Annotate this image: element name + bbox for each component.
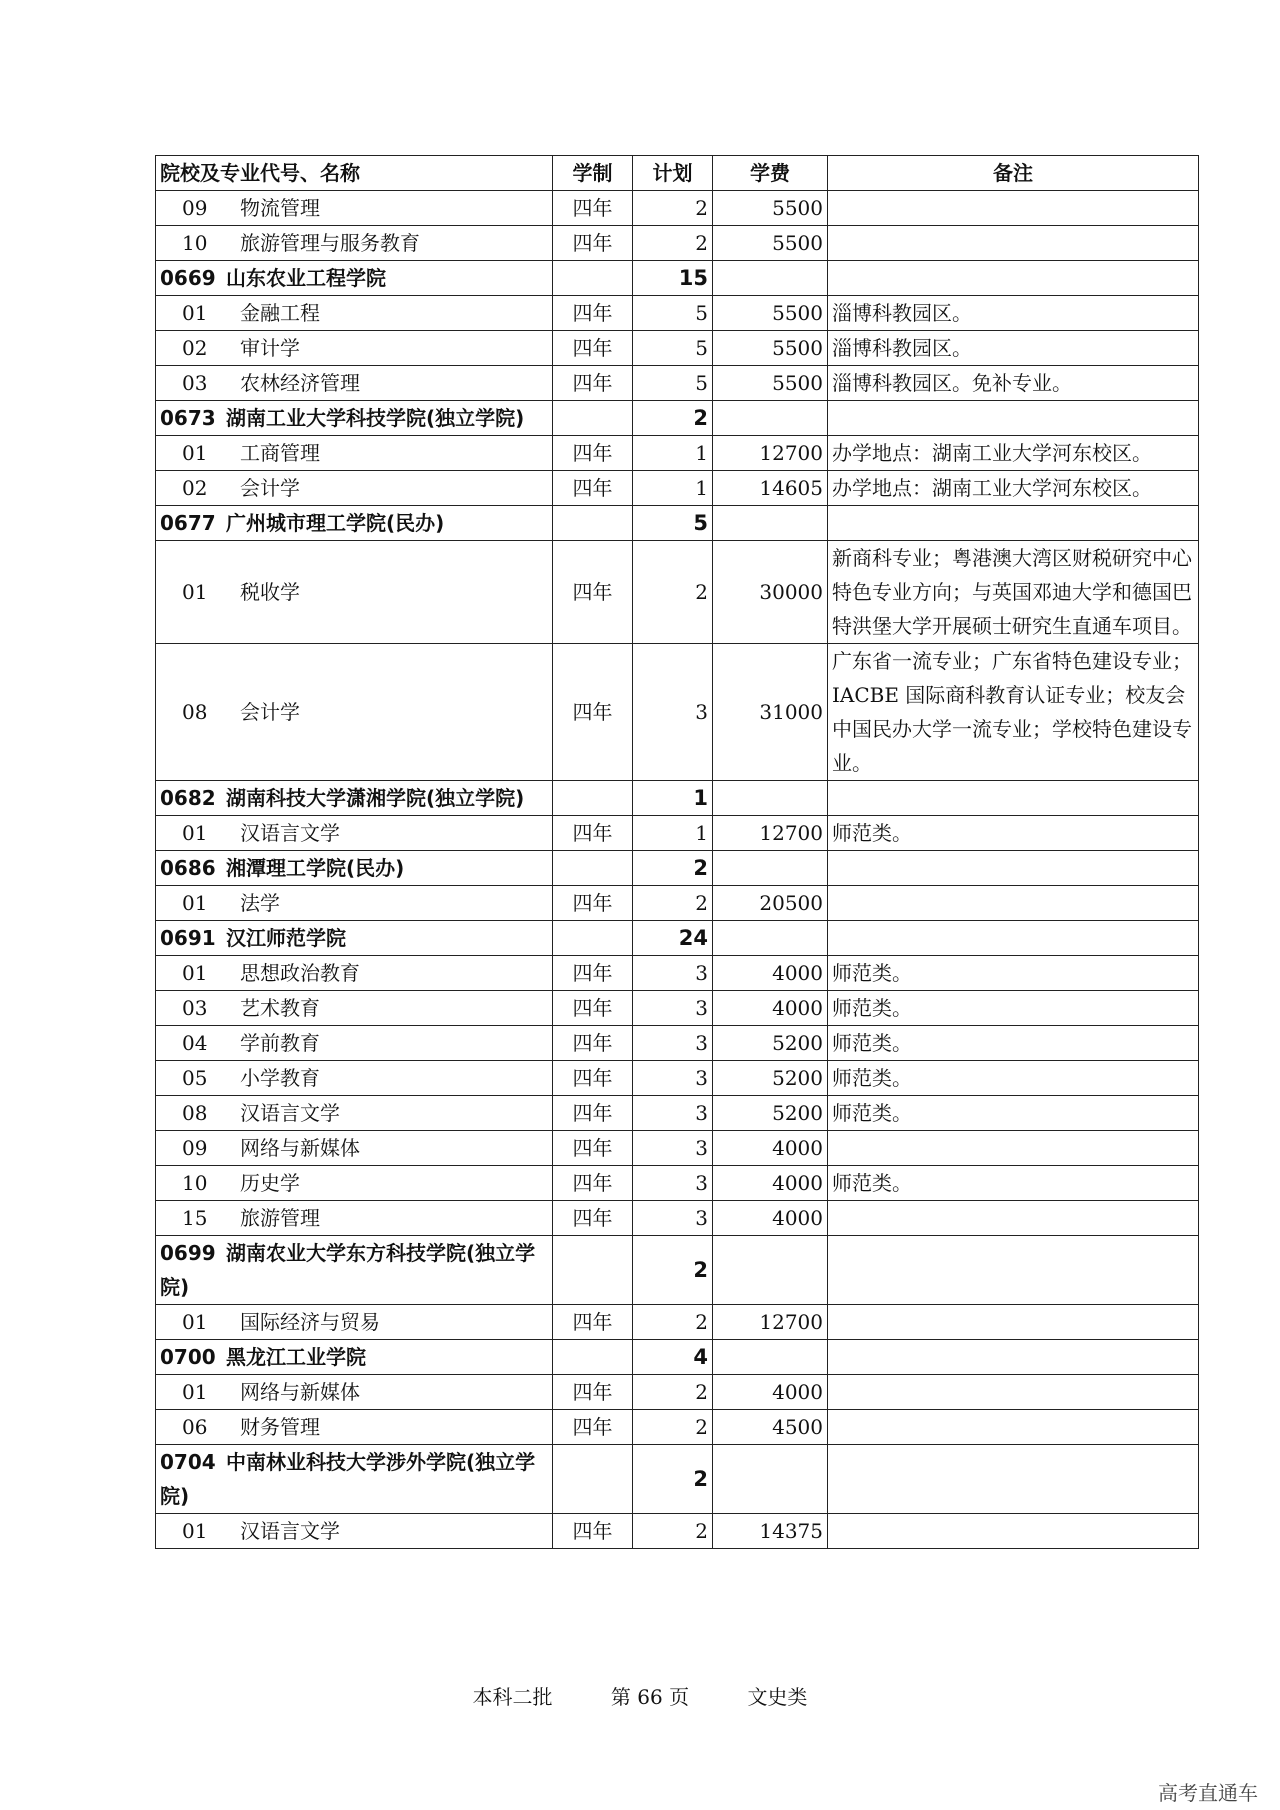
name-label: 国际经济与贸易 <box>240 1310 380 1334</box>
note-cell <box>828 1375 1199 1410</box>
institution-row <box>156 401 1199 436</box>
name-label: 汉语言文学 <box>240 821 340 845</box>
name-cell <box>156 921 553 956</box>
name-cell <box>156 191 553 226</box>
fee-cell: 4000 <box>713 1166 828 1201</box>
duration-cell <box>553 1340 633 1375</box>
name-cell <box>156 436 553 471</box>
note-cell <box>828 506 1199 541</box>
plan-cell: 5 <box>633 366 713 401</box>
name-cell <box>156 1026 553 1061</box>
name-label: 会计学 <box>240 700 300 724</box>
fee-cell: 5500 <box>713 226 828 261</box>
name-label: 会计学 <box>240 476 300 500</box>
duration-cell: 四年 <box>553 331 633 366</box>
plan-cell: 15 <box>633 261 713 296</box>
major-row <box>156 1201 1199 1236</box>
name-label: 汉语言文学 <box>240 1519 340 1543</box>
code-label: 15 <box>182 1206 208 1230</box>
code-label: 03 <box>182 996 208 1020</box>
code-label: 06 <box>182 1415 208 1439</box>
name-label: 历史学 <box>240 1171 300 1195</box>
footer-category: 文史类 <box>747 1685 808 1709</box>
code-label: 01 <box>182 1310 208 1334</box>
plan-cell: 2 <box>633 401 713 436</box>
name-label: 湖南科技大学潇湘学院(独立学院) <box>226 786 525 810</box>
major-row <box>156 1131 1199 1166</box>
plan-cell: 4 <box>633 1340 713 1375</box>
name-label: 法学 <box>240 891 280 915</box>
plan-cell: 3 <box>633 1131 713 1166</box>
duration-cell: 四年 <box>553 191 633 226</box>
code-label: 0699 <box>160 1241 216 1265</box>
name-cell <box>156 851 553 886</box>
code-label: 03 <box>182 371 208 395</box>
duration-cell: 四年 <box>553 1375 633 1410</box>
fee-cell <box>713 851 828 886</box>
fee-cell <box>713 1236 828 1305</box>
name-cell <box>156 781 553 816</box>
major-row <box>156 1026 1199 1061</box>
fee-cell: 31000 <box>713 644 828 781</box>
note-cell: 师范类。 <box>828 991 1199 1026</box>
fee-cell: 5500 <box>713 191 828 226</box>
name-label: 艺术教育 <box>240 996 320 1020</box>
fee-cell: 12700 <box>713 436 828 471</box>
major-row <box>156 541 1199 644</box>
code-label: 05 <box>182 1066 208 1090</box>
name-label: 审计学 <box>240 336 300 360</box>
name-cell <box>156 1236 553 1305</box>
name-cell <box>156 366 553 401</box>
plan-cell: 24 <box>633 921 713 956</box>
name-cell <box>156 886 553 921</box>
name-cell <box>156 1514 553 1549</box>
footer-batch: 本科二批 <box>472 1685 553 1709</box>
name-label: 财务管理 <box>240 1415 320 1439</box>
footer-page: 第 66 页 <box>610 1685 690 1709</box>
note-cell <box>828 1131 1199 1166</box>
name-label: 中南林业科技大学涉外学院(独立学院) <box>160 1450 536 1508</box>
note-cell: 淄博科教园区。 <box>828 296 1199 331</box>
plan-cell: 3 <box>633 1166 713 1201</box>
plan-cell: 2 <box>633 1375 713 1410</box>
plan-cell: 3 <box>633 644 713 781</box>
fee-cell: 5500 <box>713 296 828 331</box>
fee-cell: 4000 <box>713 991 828 1026</box>
fee-cell: 5500 <box>713 331 828 366</box>
name-label: 税收学 <box>240 580 300 604</box>
duration-cell: 四年 <box>553 1514 633 1549</box>
major-row <box>156 816 1199 851</box>
code-label: 08 <box>182 700 208 724</box>
name-label: 湖南工业大学科技学院(独立学院) <box>226 406 525 430</box>
note-cell <box>828 226 1199 261</box>
duration-cell: 四年 <box>553 366 633 401</box>
plan-cell: 2 <box>633 541 713 644</box>
plan-cell: 1 <box>633 471 713 506</box>
fee-cell <box>713 506 828 541</box>
name-label: 网络与新媒体 <box>240 1380 360 1404</box>
header-duration: 学制 <box>553 156 633 191</box>
name-cell <box>156 471 553 506</box>
duration-cell: 四年 <box>553 816 633 851</box>
fee-cell: 14605 <box>713 471 828 506</box>
name-label: 湘潭理工学院(民办) <box>226 856 405 880</box>
duration-cell <box>553 781 633 816</box>
fee-cell: 12700 <box>713 1305 828 1340</box>
plan-cell: 5 <box>633 506 713 541</box>
duration-cell <box>553 1445 633 1514</box>
major-row <box>156 991 1199 1026</box>
note-cell <box>828 1201 1199 1236</box>
name-label: 山东农业工程学院 <box>226 266 386 290</box>
code-label: 0691 <box>160 926 216 950</box>
name-cell <box>156 991 553 1026</box>
note-cell <box>828 261 1199 296</box>
name-cell <box>156 1445 553 1514</box>
code-label: 0677 <box>160 511 216 535</box>
name-cell <box>156 296 553 331</box>
plan-cell: 2 <box>633 226 713 261</box>
duration-cell: 四年 <box>553 471 633 506</box>
code-label: 0669 <box>160 266 216 290</box>
note-cell <box>828 781 1199 816</box>
code-label: 01 <box>182 1519 208 1543</box>
code-label: 0686 <box>160 856 216 880</box>
fee-cell: 5500 <box>713 366 828 401</box>
fee-cell: 5200 <box>713 1026 828 1061</box>
admissions-table <box>155 155 1199 1549</box>
note-cell <box>828 1514 1199 1549</box>
fee-cell <box>713 1445 828 1514</box>
major-row <box>156 366 1199 401</box>
note-cell <box>828 1445 1199 1514</box>
note-cell <box>828 1305 1199 1340</box>
note-cell <box>828 921 1199 956</box>
code-label: 10 <box>182 1171 208 1195</box>
note-cell <box>828 851 1199 886</box>
major-row <box>156 191 1199 226</box>
institution-row <box>156 261 1199 296</box>
duration-cell <box>553 851 633 886</box>
duration-cell <box>553 1236 633 1305</box>
duration-cell: 四年 <box>553 226 633 261</box>
plan-cell: 2 <box>633 1410 713 1445</box>
note-cell <box>828 886 1199 921</box>
note-cell <box>828 401 1199 436</box>
name-label: 物流管理 <box>240 196 320 220</box>
duration-cell: 四年 <box>553 1410 633 1445</box>
name-label: 汉语言文学 <box>240 1101 340 1125</box>
note-cell: 师范类。 <box>828 1166 1199 1201</box>
code-label: 01 <box>182 441 208 465</box>
name-label: 旅游管理 <box>240 1206 320 1230</box>
note-cell <box>828 1410 1199 1445</box>
fee-cell: 20500 <box>713 886 828 921</box>
code-label: 04 <box>182 1031 208 1055</box>
institution-row <box>156 1340 1199 1375</box>
page-footer <box>0 1681 1280 1710</box>
major-row <box>156 644 1199 781</box>
major-row <box>156 1061 1199 1096</box>
name-cell <box>156 226 553 261</box>
header-note: 备注 <box>828 156 1199 191</box>
code-label: 09 <box>182 196 208 220</box>
watermark-text: 高考直通车 <box>1158 1781 1258 1805</box>
code-label: 08 <box>182 1101 208 1125</box>
name-label: 广州城市理工学院(民办) <box>226 511 445 535</box>
note-cell: 淄博科教园区。 <box>828 331 1199 366</box>
major-row <box>156 1166 1199 1201</box>
fee-cell <box>713 1340 828 1375</box>
header-row <box>156 156 1199 191</box>
name-cell <box>156 1061 553 1096</box>
name-cell <box>156 331 553 366</box>
plan-cell: 2 <box>633 1305 713 1340</box>
plan-cell: 3 <box>633 1201 713 1236</box>
major-row <box>156 296 1199 331</box>
duration-cell: 四年 <box>553 1026 633 1061</box>
plan-cell: 2 <box>633 1236 713 1305</box>
name-label: 金融工程 <box>240 301 320 325</box>
duration-cell <box>553 261 633 296</box>
name-cell <box>156 1201 553 1236</box>
note-cell: 广东省一流专业；广东省特色建设专业；IACBE 国际商科教育认证专业；校友会中国民办大学一流专业；学校特色建设专业。 <box>828 644 1199 781</box>
name-cell <box>156 1340 553 1375</box>
name-label: 学前教育 <box>240 1031 320 1055</box>
institution-row <box>156 1236 1199 1305</box>
plan-cell: 3 <box>633 956 713 991</box>
name-label: 湖南农业大学东方科技学院(独立学院) <box>160 1241 536 1299</box>
code-label: 02 <box>182 476 208 500</box>
name-label: 小学教育 <box>240 1066 320 1090</box>
plan-cell: 1 <box>633 781 713 816</box>
plan-cell: 5 <box>633 296 713 331</box>
name-cell <box>156 816 553 851</box>
note-cell: 办学地点：湖南工业大学河东校区。 <box>828 436 1199 471</box>
duration-cell: 四年 <box>553 436 633 471</box>
code-label: 01 <box>182 580 208 604</box>
major-row <box>156 1375 1199 1410</box>
fee-cell: 4000 <box>713 1375 828 1410</box>
note-cell <box>828 1340 1199 1375</box>
fee-cell <box>713 261 828 296</box>
duration-cell: 四年 <box>553 1061 633 1096</box>
name-label: 网络与新媒体 <box>240 1136 360 1160</box>
duration-cell: 四年 <box>553 644 633 781</box>
fee-cell: 4000 <box>713 1201 828 1236</box>
plan-cell: 2 <box>633 1445 713 1514</box>
code-label: 01 <box>182 821 208 845</box>
duration-cell: 四年 <box>553 1096 633 1131</box>
note-cell <box>828 191 1199 226</box>
name-label: 汉江师范学院 <box>226 926 346 950</box>
major-row <box>156 1096 1199 1131</box>
note-cell: 师范类。 <box>828 1061 1199 1096</box>
plan-cell: 3 <box>633 1026 713 1061</box>
duration-cell <box>553 506 633 541</box>
major-row <box>156 1305 1199 1340</box>
name-cell <box>156 1410 553 1445</box>
fee-cell <box>713 921 828 956</box>
note-cell: 淄博科教园区。免补专业。 <box>828 366 1199 401</box>
duration-cell: 四年 <box>553 886 633 921</box>
plan-cell: 3 <box>633 1096 713 1131</box>
name-label: 黑龙江工业学院 <box>226 1345 366 1369</box>
code-label: 01 <box>182 891 208 915</box>
code-label: 0700 <box>160 1345 216 1369</box>
major-row <box>156 1514 1199 1549</box>
major-row <box>156 1410 1199 1445</box>
fee-cell: 5200 <box>713 1061 828 1096</box>
fee-cell <box>713 401 828 436</box>
name-cell <box>156 1131 553 1166</box>
duration-cell: 四年 <box>553 1131 633 1166</box>
fee-cell: 4000 <box>713 956 828 991</box>
plan-cell: 1 <box>633 816 713 851</box>
fee-cell: 4000 <box>713 1131 828 1166</box>
institution-row <box>156 851 1199 886</box>
institution-row <box>156 1445 1199 1514</box>
duration-cell: 四年 <box>553 1305 633 1340</box>
plan-cell: 3 <box>633 991 713 1026</box>
duration-cell <box>553 921 633 956</box>
major-row <box>156 436 1199 471</box>
note-cell: 师范类。 <box>828 956 1199 991</box>
name-cell <box>156 261 553 296</box>
name-cell <box>156 956 553 991</box>
institution-row <box>156 921 1199 956</box>
duration-cell: 四年 <box>553 1201 633 1236</box>
plan-cell: 5 <box>633 331 713 366</box>
institution-row <box>156 506 1199 541</box>
header-plan: 计划 <box>633 156 713 191</box>
name-label: 农林经济管理 <box>240 371 360 395</box>
code-label: 0682 <box>160 786 216 810</box>
note-cell: 师范类。 <box>828 1096 1199 1131</box>
plan-cell: 1 <box>633 436 713 471</box>
header-fee: 学费 <box>713 156 828 191</box>
fee-cell: 14375 <box>713 1514 828 1549</box>
code-label: 01 <box>182 1380 208 1404</box>
duration-cell: 四年 <box>553 296 633 331</box>
fee-cell: 5200 <box>713 1096 828 1131</box>
duration-cell: 四年 <box>553 541 633 644</box>
name-label: 旅游管理与服务教育 <box>240 231 420 255</box>
code-label: 09 <box>182 1136 208 1160</box>
name-cell <box>156 1305 553 1340</box>
name-cell <box>156 1375 553 1410</box>
major-row <box>156 471 1199 506</box>
name-label: 工商管理 <box>240 441 320 465</box>
plan-cell: 2 <box>633 851 713 886</box>
institution-row <box>156 781 1199 816</box>
code-label: 0673 <box>160 406 216 430</box>
code-label: 10 <box>182 231 208 255</box>
fee-cell <box>713 781 828 816</box>
plan-cell: 2 <box>633 886 713 921</box>
name-cell <box>156 1096 553 1131</box>
major-row <box>156 956 1199 991</box>
name-cell <box>156 1166 553 1201</box>
plan-cell: 2 <box>633 1514 713 1549</box>
plan-cell: 3 <box>633 1061 713 1096</box>
name-cell <box>156 541 553 644</box>
header-name: 院校及专业代号、名称 <box>156 156 553 191</box>
note-cell: 师范类。 <box>828 1026 1199 1061</box>
code-label: 01 <box>182 301 208 325</box>
duration-cell <box>553 401 633 436</box>
note-cell: 办学地点：湖南工业大学河东校区。 <box>828 471 1199 506</box>
name-cell <box>156 506 553 541</box>
major-row <box>156 331 1199 366</box>
note-cell: 新商科专业；粤港澳大湾区财税研究中心特色专业方向；与英国邓迪大学和德国巴特洪堡大学开展硕士研究生直通车项目。 <box>828 541 1199 644</box>
duration-cell: 四年 <box>553 956 633 991</box>
name-cell <box>156 644 553 781</box>
plan-cell: 2 <box>633 191 713 226</box>
fee-cell: 30000 <box>713 541 828 644</box>
major-row <box>156 886 1199 921</box>
fee-cell: 4500 <box>713 1410 828 1445</box>
code-label: 01 <box>182 961 208 985</box>
note-cell: 师范类。 <box>828 816 1199 851</box>
note-cell <box>828 1236 1199 1305</box>
major-row <box>156 226 1199 261</box>
name-cell <box>156 401 553 436</box>
duration-cell: 四年 <box>553 1166 633 1201</box>
name-label: 思想政治教育 <box>240 961 360 985</box>
duration-cell: 四年 <box>553 991 633 1026</box>
code-label: 0704 <box>160 1450 216 1474</box>
fee-cell: 12700 <box>713 816 828 851</box>
code-label: 02 <box>182 336 208 360</box>
